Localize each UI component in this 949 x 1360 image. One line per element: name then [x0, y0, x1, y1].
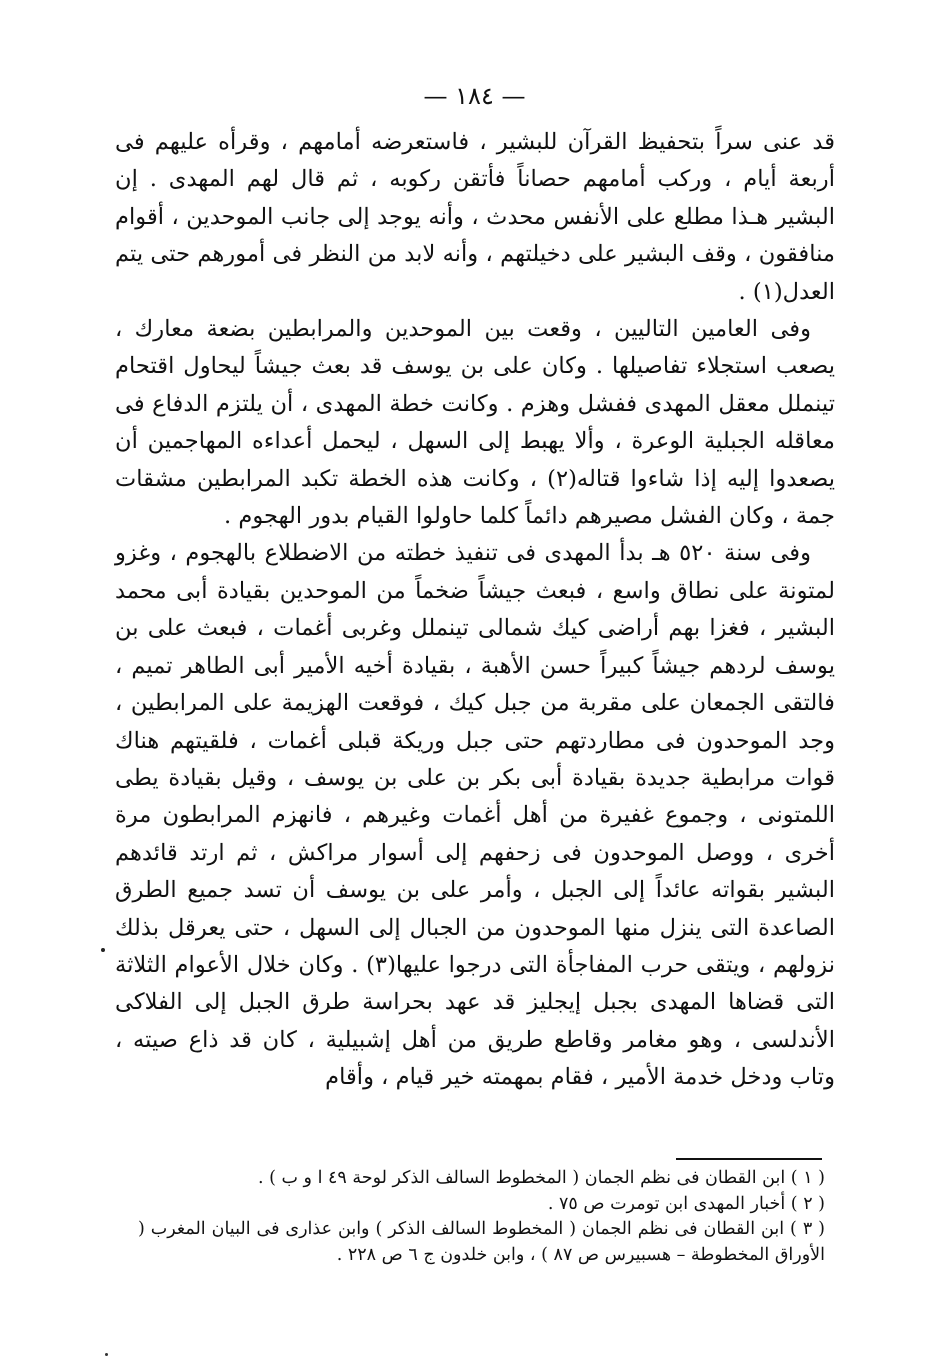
footnotes	[138, 1166, 825, 1268]
footnote-3: ( ٣ ) ابن القطان فى نظم الجمان ( المخطوط السالف الذكر ) وابن عذارى فى البيان المغرب ( الأوراق المخطوطة – هسبيرس ص ٨٧ ) ، وابن خلدون ج ٦ ص ٢٢٨ .	[138, 1219, 825, 1265]
paragraph-3: وفى سنة ٥٢٠ هـ بدأ المهدى فى تنفيذ خطته من الاضطلاع بالهجوم ، وغزو لمتونة على نطاق واسع ، فبعث جيشاً ضخماً من الموحدين بقيادة أبى محمد البشير ، فغزا بهم أراضى كيك شمالى تينملل وغربى أغمات ، فبعث على بن يوسف لردهم جيشاً كبيراً حسن الأهبة ، بقيادة أخيه الأمير أبى الطاهر تميم ، فالتقى الجمعان على مقربة من جبل كيك ، فوقعت الهزيمة على المرابطين ، وجد الموحدون فى مطاردتهم حتى جبل وريكة قبلى أغمات ، فلقيتهم هناك قوات مرابطية جديدة بقيادة أبى بكر بن على بن يوسف ، وقيل بقيادة يطى اللمتونى ، وجموع غفيرة من أهل أغمات وغيرهم ، فانهزم المرابطون مرة أخرى ، ووصل الموحدون فى زحفهم إلى أسوار مراكش ، ثم ارتد قائدهم البشير بقواته عائداً إلى الجبل ، وأمر على بن يوسف أن تسد جميع الطرق الصاعدة التى ينزل منها الموحدون من الجبال إلى السهل ، حتى يعرقل بذلك نزولهم ، ويتقى حرب المفاجأة التى درجوا عليها(٣) . وكان خلال الأعوام الثلاثة التى قضاها المهدى بجبل إيجليز قد عهد بحراسة طرق الجبل إلى الفلاكى الأندلسى ، وهو مغامر وقاطع طريق من أهل إشبيلية ، كان قد ذاع صيته ، وتاب ودخل خدمة الأمير ، فقام بمهمته خير قيام ، وأقام	[115, 540, 835, 1091]
paragraph-2: وفى العامين التاليين ، وقعت بين الموحدين والمرابطين بضعة معارك ، يصعب استجلاء تفاصيلها . وكان على بن يوسف قد بعث جيشاً ليحاول اقتحام تينملل معقل المهدى ففشل وهزم . وكانت خطة المهدى ، أن يلتزم الدفاع فى معاقله الجبلية الوعرة ، وألا يهبط إلى السهل ، ليحمل أعداءه المهاجمين أن يصعدوا إليه إذا شاءوا قتاله(٢) ، وكانت هذه الخطة تكبد المرابطين مشقات جمة ، وكان الفشل مصيرهم دائماً كلما حاولوا القيام بدور الهجوم .	[115, 316, 835, 530]
margin-dot	[101, 948, 105, 952]
footnote-2: ( ٢ ) أخبار المهدى ابن تومرت ص ٧٥ .	[547, 1193, 825, 1214]
paragraph-1: قد عنى سراً بتحفيظ القرآن للبشير ، فاستعرضه أمامهم ، وقرأه عليهم فى أربعة أيام ، وركب أمامهم حصاناً فأتقن ركوبه ، ثم قال لهم المهدى . إن البشير هـذا مطلع على الأنفس محدث ، وأنه يوجد إلى جانب الموحدين ، أقوام منافقون ، وقف البشير على دخيلتهم ، وأنه لابد من النظر فى أمورهم حتى يتم العدل(١) .	[115, 129, 835, 305]
page-number: — ١٨٤ —	[423, 82, 526, 110]
footnote-divider	[676, 1158, 822, 1160]
main-text	[115, 124, 835, 1097]
footnote-1: ( ١ ) ابن القطان فى نظم الجمان ( المخطوط السالف الذكر لوحة ٤٩ ا و ب ) .	[258, 1168, 825, 1188]
bottom-margin-mark	[105, 1353, 108, 1356]
